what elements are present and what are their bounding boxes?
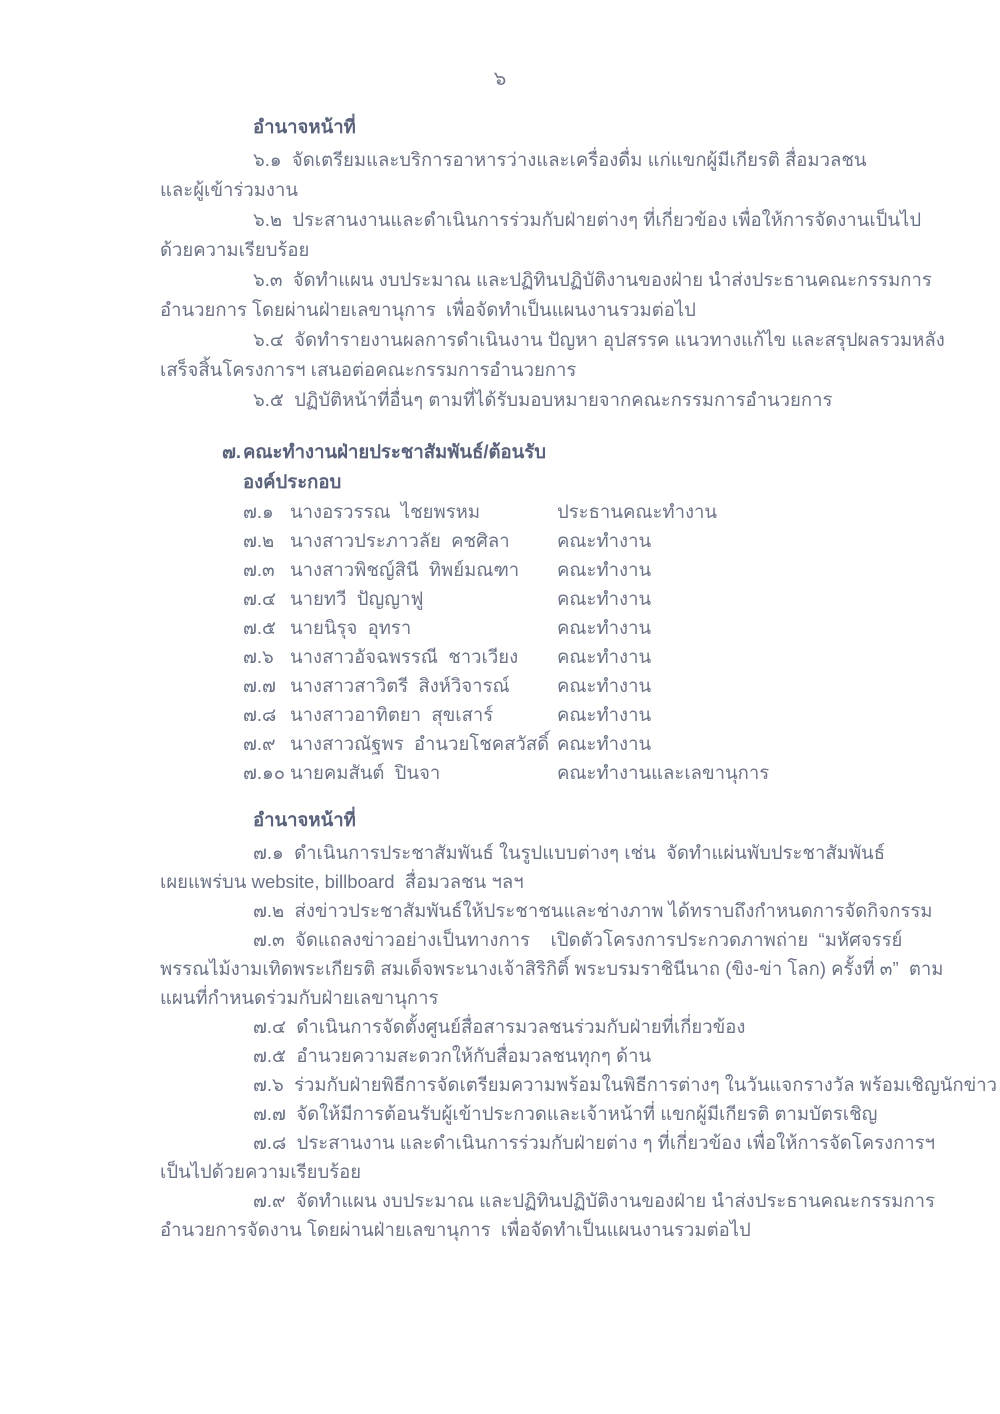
member-name: นายคมสันต์ ปินจา <box>290 762 441 783</box>
member-row <box>160 497 920 526</box>
paragraph-line: ๗.๔ ดำเนินการจัดตั้งศูนย์สื่อสารมวลชนร่วมกับฝ่ายที่เกี่ยวข้อง <box>253 1016 746 1037</box>
member-row <box>160 758 920 787</box>
paragraph-line: ๗.๙ จัดทำแผน งบประมาณ และปฏิทินปฏิบัติงานของฝ่าย นำส่งประธานคณะกรรมการ <box>253 1190 935 1211</box>
member-role: คณะทำงานและเลขานุการ <box>557 762 770 783</box>
member-row <box>160 700 920 729</box>
paragraph-line: ๗.๓ จัดแถลงข่าวอย่างเป็นทางการ เปิดตัวโครงการประกวดภาพถ่าย “มหัศจรรย์ <box>253 929 903 950</box>
member-number: ๗.๑ <box>243 501 274 522</box>
member-role: คณะทำงาน <box>557 559 652 580</box>
paragraph-line: เป็นไปด้วยความเรียบร้อย <box>160 1161 362 1182</box>
paragraph-line: อำนวยการจัดงาน โดยผ่านฝ่ายเลขานุการ เพื่อจัดทำเป็นแผนงานรวมต่อไป <box>160 1219 751 1240</box>
paragraph-line: ๗.๘ ประสานงาน และดำเนินการร่วมกับฝ่ายต่าง ๆ ที่เกี่ยวข้อง เพื่อให้การจัดโครงการฯ <box>253 1132 935 1153</box>
member-number: ๗.๑๐ <box>243 762 286 783</box>
member-name: นางสาวประภาวลัย คชศิลา <box>290 530 510 551</box>
paragraph-line: ๗.๖ ร่วมกับฝ่ายพิธีการจัดเตรียมความพร้อมในพิธีการต่างๆ ในวันแจกรางวัล พร้อมเชิญนักข่าว <box>253 1074 998 1095</box>
section-7-number: ๗. <box>222 441 242 462</box>
section-6-duties-heading: อำนาจหน้าที่ <box>253 116 356 137</box>
paragraph-line: ๗.๒ ส่งข่าวประชาสัมพันธ์ให้ประชาชนและช่างภาพ ได้ทราบถึงกำหนดการจัดกิจกรรม <box>253 900 933 921</box>
paragraph-line: พรรณไม้งามเทิดพระเกียรติ สมเด็จพระนางเจ้าสิริกิติ์ พระบรมราชินีนาถ (ขิง-ข่า โลก) ครั้งที่ ๓” ตาม <box>160 958 944 979</box>
member-name: นางสาวณัฐพร อำนวยโชคสวัสดิ์ <box>290 733 550 754</box>
member-role: คณะทำงาน <box>557 646 652 667</box>
paragraph-line: ๗.๗ จัดให้มีการต้อนรับผู้เข้าประกวดและเจ้าหน้าที่ แขกผู้มีเกียรติ ตามบัตรเชิญ <box>253 1103 878 1124</box>
paragraph-line: ๖.๔ จัดทำรายงานผลการดำเนินงาน ปัญหา อุปสรรค แนวทางแก้ไข และสรุปผลรวมหลัง <box>253 329 945 350</box>
member-row <box>160 555 920 584</box>
paragraph-line: ด้วยความเรียบร้อย <box>160 239 310 260</box>
paragraph-line: แผนที่กำหนดร่วมกับฝ่ายเลขานุการ <box>160 987 439 1008</box>
member-role: คณะทำงาน <box>557 530 652 551</box>
member-name: นายนิรุจ อุทรา <box>290 617 412 638</box>
section-6-duties <box>160 112 945 415</box>
paragraph-line: อำนวยการ โดยผ่านฝ่ายเลขานุการ เพื่อจัดทำเป็นแผนงานรวมต่อไป <box>160 299 696 320</box>
member-row <box>160 671 920 700</box>
paragraph-line: และผู้เข้าร่วมงาน <box>160 179 298 200</box>
member-role: คณะทำงาน <box>557 588 652 609</box>
member-name: นางสาวอัจฉพรรณี ชาวเวียง <box>290 646 519 667</box>
member-number: ๗.๓ <box>243 559 275 580</box>
member-number: ๗.๗ <box>243 675 276 696</box>
member-number: ๗.๔ <box>243 588 277 609</box>
section-7-composition <box>160 437 920 787</box>
member-row <box>160 729 920 758</box>
member-name: นางอรวรรณ ไชยพรหม <box>290 501 481 522</box>
member-name: นางสาวสาวิตรี สิงห์วิจารณ์ <box>290 675 510 696</box>
member-number: ๗.๖ <box>243 646 274 667</box>
paragraph-line: ๗.๑ ดำเนินการประชาสัมพันธ์ ในรูปแบบต่างๆ เช่น จัดทำแผ่นพับประชาสัมพันธ์ <box>253 842 885 863</box>
member-name: นายทวี ปัญญาฟู <box>290 588 424 609</box>
member-number: ๗.๕ <box>243 617 277 638</box>
section-7-heading <box>160 437 920 467</box>
member-role: คณะทำงาน <box>557 675 652 696</box>
paragraph-line: ๗.๕ อำนวยความสะดวกให้กับสื่อมวลชนทุกๆ ด้าน <box>253 1045 652 1066</box>
paragraph-line: ๖.๑ จัดเตรียมและบริการอาหารว่างและเครื่องดื่ม แก่แขกผู้มีเกียรติ สื่อมวลชน <box>253 149 867 170</box>
member-row <box>160 613 920 642</box>
composition-heading: องค์ประกอบ <box>243 471 342 492</box>
member-role: คณะทำงาน <box>557 733 652 754</box>
member-row <box>160 526 920 555</box>
member-row <box>160 584 920 613</box>
member-number: ๗.๘ <box>243 704 277 725</box>
paragraph-line: ๖.๕ ปฏิบัติหน้าที่อื่นๆ ตามที่ได้รับมอบหมายจากคณะกรรมการอำนวยการ <box>253 389 833 410</box>
paragraph-line: เผยแพร่บน website, billboard สื่อมวลชน ฯลฯ <box>160 871 524 892</box>
section-7-duties-heading: อำนาจหน้าที่ <box>253 809 356 830</box>
member-name: นางสาวอาทิตยา สุขเสาร์ <box>290 704 494 725</box>
paragraph-line: ๖.๓ จัดทำแผน งบประมาณ และปฏิทินปฏิบัติงานของฝ่าย นำส่งประธานคณะกรรมการ <box>253 269 932 290</box>
member-name: นางสาวพิชญ์สินี ทิพย์มณฑา <box>290 559 520 580</box>
member-role: ประธานคณะทำงาน <box>557 501 718 522</box>
paragraph-line: เสร็จสิ้นโครงการฯ เสนอต่อคณะกรรมการอำนวยการ <box>160 359 577 380</box>
member-number: ๗.๒ <box>243 530 275 551</box>
member-role: คณะทำงาน <box>557 617 652 638</box>
member-role: คณะทำงาน <box>557 704 652 725</box>
section-7-duties <box>160 805 998 1244</box>
paragraph-line: ๖.๒ ประสานงานและดำเนินการร่วมกับฝ่ายต่างๆ ที่เกี่ยวข้อง เพื่อให้การจัดงานเป็นไป <box>253 209 922 230</box>
member-number: ๗.๙ <box>243 733 276 754</box>
member-row <box>160 642 920 671</box>
page-number: ๖ <box>493 68 507 90</box>
section-7-title: คณะทำงานฝ่ายประชาสัมพันธ์/ต้อนรับ <box>243 441 546 462</box>
